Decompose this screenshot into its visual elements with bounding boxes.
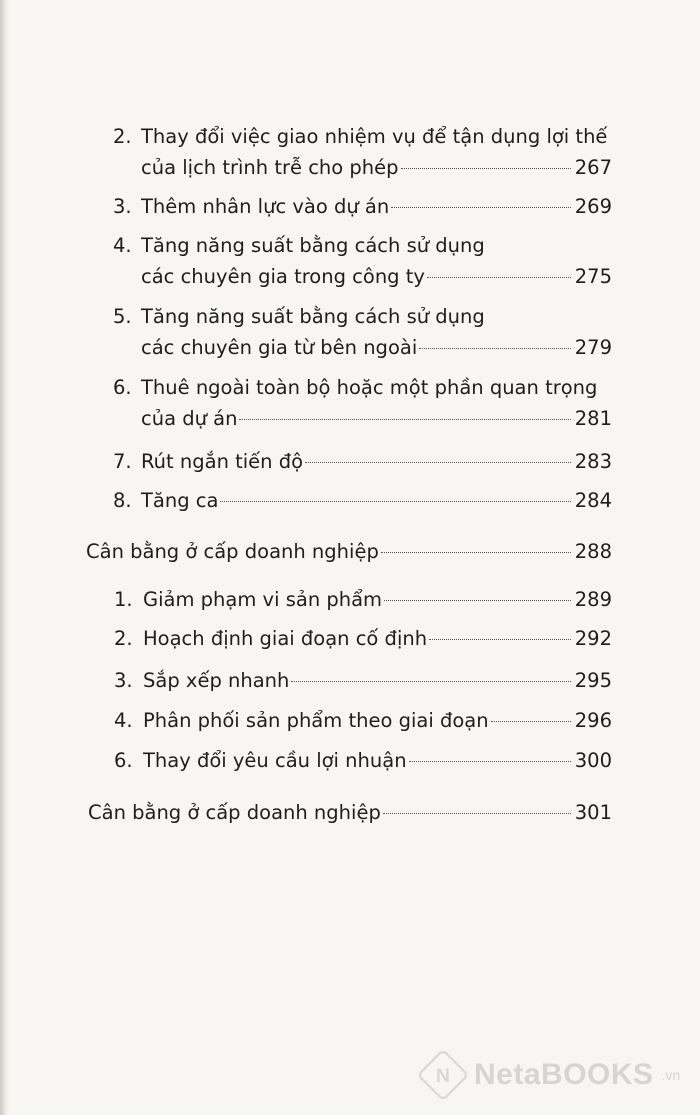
- toc-entry[interactable]: [0, 192, 700, 222]
- toc-entry-title: Tăng năng suất bằng cách sử dụng: [141, 305, 485, 328]
- toc-entry-title-continued: các chuyên gia trong công ty: [141, 265, 425, 288]
- toc-entry-row: [88, 798, 612, 828]
- dot-leader: [401, 168, 571, 169]
- toc-entry-row: [141, 192, 612, 222]
- toc-entry-number: 3.: [114, 669, 133, 692]
- toc-section-title: Cân bằng ở cấp doanh nghiệp: [88, 801, 381, 824]
- toc-entry[interactable]: [0, 666, 700, 696]
- toc-entry-line1: [0, 231, 700, 261]
- toc-page-number: 296: [574, 709, 612, 732]
- toc-entry-number: 6.: [113, 376, 132, 399]
- toc-entry-number: 2.: [113, 125, 132, 148]
- toc-entry-row: [141, 262, 612, 292]
- toc-page-number: 295: [574, 669, 612, 692]
- toc-page-number: 284: [574, 489, 612, 512]
- toc-entry-row: [143, 706, 612, 736]
- toc-section-title: Cân bằng ở cấp doanh nghiệp: [86, 540, 379, 563]
- toc-entry-title: Sắp xếp nhanh: [143, 669, 290, 692]
- toc-entry-number: 4.: [114, 709, 133, 732]
- watermark-suffix: .vn: [661, 1067, 681, 1083]
- toc-entry[interactable]: [0, 706, 700, 736]
- toc-page-number: 279: [574, 336, 612, 359]
- toc-entry[interactable]: [0, 746, 700, 776]
- toc-entry-row: [141, 333, 612, 363]
- toc-entry-number: 1.: [114, 588, 133, 611]
- toc-entry-title: Thêm nhân lực vào dự án: [141, 195, 390, 218]
- toc-page-number: 275: [574, 265, 612, 288]
- toc-entry-title: Rút ngắn tiến độ: [141, 450, 304, 473]
- dot-leader: [409, 761, 571, 762]
- toc-entry-title: Tăng năng suất bằng cách sử dụng: [141, 234, 485, 257]
- toc-entry[interactable]: [0, 153, 700, 183]
- toc-entry-title: Phân phối sản phẩm theo giai đoạn: [143, 709, 489, 732]
- toc-section-entry[interactable]: [0, 537, 700, 567]
- toc-entry-line1: [0, 373, 700, 403]
- dot-leader: [239, 419, 570, 420]
- dot-leader: [429, 639, 571, 640]
- toc-entry-row: [141, 153, 612, 183]
- toc-entry-title-continued: của lịch trình trễ cho phép: [141, 156, 399, 179]
- toc-entry-number: 6.: [114, 749, 133, 772]
- toc-page-number: 269: [574, 195, 612, 218]
- dot-leader: [381, 552, 571, 553]
- toc-entry-number: 3.: [113, 195, 132, 218]
- toc-entry[interactable]: [0, 262, 700, 292]
- toc-entry-title: Tăng ca: [141, 489, 219, 512]
- toc-entry-number: 8.: [113, 489, 132, 512]
- toc-section-entry[interactable]: [0, 798, 700, 828]
- dot-leader: [391, 207, 571, 208]
- dot-leader: [491, 721, 571, 722]
- dot-leader: [291, 681, 570, 682]
- toc-entry[interactable]: [0, 404, 700, 434]
- toc-entry[interactable]: [0, 447, 700, 477]
- toc-entry[interactable]: [0, 486, 700, 516]
- toc-entry-row: [143, 585, 612, 615]
- toc-entry[interactable]: [0, 585, 700, 615]
- toc-entry-title: Giảm phạm vi sản phẩm: [143, 588, 383, 611]
- toc-entry-row: [86, 537, 612, 567]
- toc-entry-row: [141, 447, 612, 477]
- dot-leader: [384, 600, 571, 601]
- toc-entry-number: 4.: [113, 234, 132, 257]
- toc-entry-row: [143, 624, 612, 654]
- toc-page-number: 283: [574, 450, 612, 473]
- toc-page-number: 300: [574, 749, 612, 772]
- toc-entry-row: [143, 746, 612, 776]
- dot-leader: [305, 462, 571, 463]
- dot-leader: [220, 501, 570, 502]
- watermark-brand: NetaBOOKS: [474, 1058, 654, 1091]
- dot-leader: [383, 813, 571, 814]
- toc-entry-title: Hoạch định giai đoạn cố định: [143, 627, 428, 650]
- toc-page-number: 289: [574, 588, 612, 611]
- dot-leader: [419, 348, 571, 349]
- toc-entry-line1: [0, 122, 700, 152]
- toc-entry-title: Thay đổi yêu cầu lợi nhuận: [143, 749, 407, 772]
- toc-entry-number: 7.: [113, 450, 132, 473]
- toc-entry-row: [141, 404, 612, 434]
- toc-entry-line1: [0, 302, 700, 332]
- toc-page-number: 288: [574, 540, 612, 563]
- toc-entry-number: 5.: [113, 305, 132, 328]
- toc-entry-row: [141, 486, 612, 516]
- toc-entry-title: Thay đổi việc giao nhiệm vụ để tận dụng lợi thế: [141, 125, 608, 148]
- toc-entry-title-continued: của dự án: [141, 407, 238, 430]
- toc-entry-row: [143, 666, 612, 696]
- netabooks-logo-icon: [416, 1048, 469, 1101]
- logo-letter: N: [435, 1063, 451, 1086]
- toc-entry[interactable]: [0, 624, 700, 654]
- toc-page-number: 301: [574, 801, 612, 824]
- toc-entry[interactable]: [0, 333, 700, 363]
- dot-leader: [427, 277, 571, 278]
- toc-entry-title: Thuê ngoài toàn bộ hoặc một phần quan trọng: [141, 376, 598, 399]
- toc-page-number: 281: [574, 407, 612, 430]
- toc-page-number: 292: [574, 627, 612, 650]
- toc-entry-number: 2.: [114, 627, 133, 650]
- netabooks-watermark: [418, 1050, 680, 1100]
- toc-entry-title-continued: các chuyên gia từ bên ngoài: [141, 336, 418, 359]
- toc-page-number: 267: [574, 156, 612, 179]
